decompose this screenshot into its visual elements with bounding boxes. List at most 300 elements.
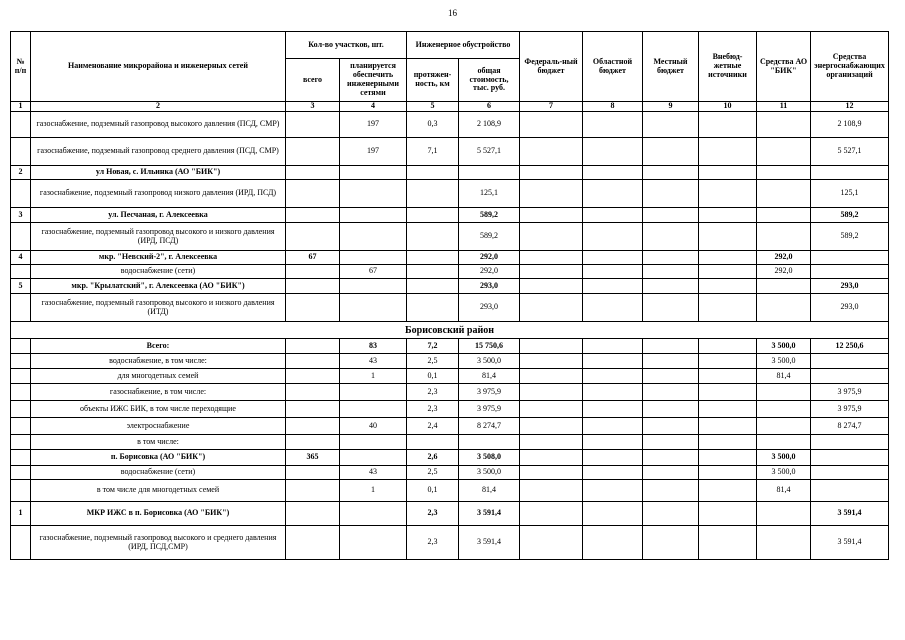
table-row: [11, 166, 889, 180]
cell-offbudget: [699, 265, 757, 279]
cell-length: 0,3: [407, 112, 459, 138]
cell-federal: [520, 450, 583, 466]
cell-plots-planned: 1: [340, 369, 407, 384]
table-row: [11, 401, 889, 418]
cell-offbudget: [699, 339, 757, 354]
cell-bik: [757, 112, 811, 138]
financing-table: [10, 31, 889, 560]
cell-row-num: [11, 401, 31, 418]
table-row: [11, 466, 889, 480]
cell-length: 2,6: [407, 450, 459, 466]
cell-federal: [520, 138, 583, 166]
cell-plots-total: 365: [286, 450, 340, 466]
cell-cost: 292,0: [459, 265, 520, 279]
header-num: № п/п: [11, 32, 31, 102]
cell-plots-total: [286, 369, 340, 384]
cell-regional: [583, 526, 643, 560]
cell-energy: 293,0: [811, 294, 889, 322]
cell-bik: 3 500,0: [757, 450, 811, 466]
cell-row-name: для многодетных семей: [31, 369, 286, 384]
cell-plots-planned: 197: [340, 112, 407, 138]
index-cell: 1: [11, 102, 31, 112]
cell-local: [643, 354, 699, 369]
cell-regional: [583, 223, 643, 251]
cell-row-num: [11, 223, 31, 251]
cell-length: 2,5: [407, 466, 459, 480]
cell-offbudget: [699, 480, 757, 502]
cell-row-name: п. Борисовка (АО "БИК"): [31, 450, 286, 466]
cell-bik: [757, 208, 811, 223]
cell-row-num: 5: [11, 279, 31, 294]
table-row: [11, 369, 889, 384]
cell-local: [643, 502, 699, 526]
cell-energy: [811, 251, 889, 265]
cell-federal: [520, 526, 583, 560]
cell-bik: [757, 166, 811, 180]
cell-local: [643, 401, 699, 418]
cell-length: 2,5: [407, 354, 459, 369]
cell-federal: [520, 112, 583, 138]
cell-plots-total: [286, 112, 340, 138]
cell-federal: [520, 251, 583, 265]
cell-row-name: в том числе для многодетных семей: [31, 480, 286, 502]
cell-federal: [520, 265, 583, 279]
cell-plots-total: [286, 526, 340, 560]
index-cell: 2: [31, 102, 286, 112]
cell-local: [643, 466, 699, 480]
cell-regional: [583, 138, 643, 166]
table-row: [11, 526, 889, 560]
cell-bik: [757, 294, 811, 322]
cell-offbudget: [699, 401, 757, 418]
header-plots-planned: планируется обеспечить инженерными сетями: [340, 59, 407, 102]
cell-cost: 3 508,0: [459, 450, 520, 466]
cell-offbudget: [699, 354, 757, 369]
cell-regional: [583, 251, 643, 265]
cell-row-num: [11, 339, 31, 354]
cell-regional: [583, 418, 643, 435]
cell-plots-planned: [340, 401, 407, 418]
cell-row-name: газоснабжение, подземный газопровод среднего давления (ПСД, СМР): [31, 138, 286, 166]
cell-cost: 3 591,4: [459, 502, 520, 526]
cell-cost: 125,1: [459, 180, 520, 208]
cell-plots-total: [286, 401, 340, 418]
table-row: [11, 339, 889, 354]
cell-local: [643, 418, 699, 435]
cell-plots-planned: 43: [340, 354, 407, 369]
cell-plots-total: 67: [286, 251, 340, 265]
cell-regional: [583, 502, 643, 526]
cell-offbudget: [699, 279, 757, 294]
cell-federal: [520, 502, 583, 526]
cell-energy: 8 274,7: [811, 418, 889, 435]
cell-row-name: ул Новая, с. Ильинка (АО "БИК"): [31, 166, 286, 180]
cell-offbudget: [699, 384, 757, 401]
cell-row-num: [11, 418, 31, 435]
cell-bik: [757, 138, 811, 166]
cell-federal: [520, 339, 583, 354]
cell-cost: 589,2: [459, 208, 520, 223]
cell-length: 2,4: [407, 418, 459, 435]
index-cell: 8: [583, 102, 643, 112]
cell-regional: [583, 279, 643, 294]
cell-local: [643, 208, 699, 223]
cell-length: [407, 279, 459, 294]
table-row: [11, 265, 889, 279]
cell-energy: 3 975,9: [811, 384, 889, 401]
cell-plots-total: [286, 354, 340, 369]
table-row: [11, 480, 889, 502]
cell-energy: [811, 354, 889, 369]
table-row: [11, 180, 889, 208]
cell-energy: 3 975,9: [811, 401, 889, 418]
cell-local: [643, 435, 699, 450]
cell-regional: [583, 384, 643, 401]
cell-cost: 5 527,1: [459, 138, 520, 166]
cell-cost: 293,0: [459, 294, 520, 322]
cell-offbudget: [699, 112, 757, 138]
cell-row-num: 2: [11, 166, 31, 180]
cell-offbudget: [699, 435, 757, 450]
cell-federal: [520, 480, 583, 502]
cell-plots-total: [286, 435, 340, 450]
cell-row-num: [11, 138, 31, 166]
cell-local: [643, 251, 699, 265]
cell-length: [407, 208, 459, 223]
cell-offbudget: [699, 251, 757, 265]
index-cell: 12: [811, 102, 889, 112]
table-row: [11, 435, 889, 450]
cell-bik: 81,4: [757, 369, 811, 384]
cell-plots-total: [286, 339, 340, 354]
cell-plots-planned: 83: [340, 339, 407, 354]
cell-regional: [583, 354, 643, 369]
cell-local: [643, 480, 699, 502]
index-cell: 6: [459, 102, 520, 112]
cell-bik: 81,4: [757, 480, 811, 502]
cell-length: [407, 294, 459, 322]
cell-row-name: объекты ИЖС БИК, в том числе переходящие: [31, 401, 286, 418]
table-row: [11, 112, 889, 138]
cell-bik: [757, 384, 811, 401]
cell-cost: 293,0: [459, 279, 520, 294]
header-local: Местный бюджет: [643, 32, 699, 102]
cell-plots-total: [286, 208, 340, 223]
cell-energy: [811, 265, 889, 279]
cell-federal: [520, 466, 583, 480]
cell-bik: 292,0: [757, 251, 811, 265]
cell-row-name: МКР ИЖС в п. Борисовка (АО "БИК"): [31, 502, 286, 526]
cell-length: [407, 265, 459, 279]
cell-row-name: водоснабжение (сети): [31, 466, 286, 480]
cell-row-num: 4: [11, 251, 31, 265]
cell-energy: 3 591,4: [811, 502, 889, 526]
cell-row-name: газоснабжение, подземный газопровод высокого давления (ПСД, СМР): [31, 112, 286, 138]
cell-federal: [520, 294, 583, 322]
cell-cost: 292,0: [459, 251, 520, 265]
cell-cost: 8 274,7: [459, 418, 520, 435]
cell-plots-planned: [340, 384, 407, 401]
cell-plots-planned: [340, 251, 407, 265]
cell-row-num: [11, 466, 31, 480]
table-row: [11, 502, 889, 526]
cell-regional: [583, 369, 643, 384]
cell-bik: [757, 502, 811, 526]
cell-local: [643, 112, 699, 138]
cell-federal: [520, 279, 583, 294]
cell-row-num: [11, 369, 31, 384]
cell-energy: 5 527,1: [811, 138, 889, 166]
cell-offbudget: [699, 418, 757, 435]
cell-energy: 2 108,9: [811, 112, 889, 138]
cell-bik: [757, 279, 811, 294]
index-cell: 5: [407, 102, 459, 112]
cell-length: [407, 166, 459, 180]
header-infra-length: протяжен-ность, км: [407, 59, 459, 102]
cell-local: [643, 138, 699, 166]
cell-offbudget: [699, 138, 757, 166]
cell-energy: [811, 435, 889, 450]
header-plots: Кол-во участков, шт.: [286, 32, 407, 59]
cell-bik: 3 500,0: [757, 339, 811, 354]
table-row: [11, 251, 889, 265]
cell-bik: [757, 401, 811, 418]
table-body: [11, 102, 889, 560]
cell-regional: [583, 480, 643, 502]
cell-bik: [757, 223, 811, 251]
cell-federal: [520, 369, 583, 384]
cell-local: [643, 279, 699, 294]
cell-federal: [520, 223, 583, 251]
cell-plots-total: [286, 384, 340, 401]
cell-row-name: водоснабжение (сети): [31, 265, 286, 279]
cell-cost: 3 975,9: [459, 401, 520, 418]
cell-local: [643, 180, 699, 208]
section-title: Борисовский район: [11, 322, 889, 339]
cell-row-name: мкр. "Крылатский", г. Алексеевка (АО "БИК"): [31, 279, 286, 294]
cell-federal: [520, 435, 583, 450]
cell-federal: [520, 384, 583, 401]
cell-bik: 292,0: [757, 265, 811, 279]
cell-local: [643, 294, 699, 322]
cell-plots-total: [286, 166, 340, 180]
cell-energy: [811, 480, 889, 502]
cell-length: 0,1: [407, 480, 459, 502]
cell-regional: [583, 208, 643, 223]
cell-cost: 3 500,0: [459, 466, 520, 480]
cell-plots-total: [286, 502, 340, 526]
index-cell: 10: [699, 102, 757, 112]
table-row: [11, 450, 889, 466]
cell-local: [643, 526, 699, 560]
cell-cost: 3 975,9: [459, 384, 520, 401]
table-header: [11, 32, 889, 102]
cell-row-num: [11, 480, 31, 502]
cell-federal: [520, 418, 583, 435]
cell-length: [407, 180, 459, 208]
cell-regional: [583, 450, 643, 466]
cell-bik: [757, 180, 811, 208]
cell-row-name: газоснабжение, подземный газопровод низкого давления (ИРД, ПСД): [31, 180, 286, 208]
cell-plots-planned: 43: [340, 466, 407, 480]
cell-offbudget: [699, 294, 757, 322]
cell-row-num: [11, 435, 31, 450]
table-row: [11, 384, 889, 401]
cell-cost: 3 500,0: [459, 354, 520, 369]
cell-regional: [583, 265, 643, 279]
index-cell: 11: [757, 102, 811, 112]
cell-row-name: в том числе:: [31, 435, 286, 450]
cell-row-num: 3: [11, 208, 31, 223]
cell-plots-planned: 40: [340, 418, 407, 435]
cell-plots-total: [286, 466, 340, 480]
cell-row-name: газоснабжение, подземный газопровод высокого и среднего давления (ИРД, ПСД,СМР): [31, 526, 286, 560]
cell-bik: 3 500,0: [757, 466, 811, 480]
cell-offbudget: [699, 526, 757, 560]
cell-offbudget: [699, 466, 757, 480]
cell-row-num: [11, 265, 31, 279]
cell-offbudget: [699, 369, 757, 384]
cell-plots-total: [286, 418, 340, 435]
table-row: [11, 418, 889, 435]
cell-energy: [811, 450, 889, 466]
cell-bik: [757, 435, 811, 450]
cell-length: 2,3: [407, 384, 459, 401]
cell-row-name: электроснабжение: [31, 418, 286, 435]
cell-federal: [520, 354, 583, 369]
cell-energy: 293,0: [811, 279, 889, 294]
cell-cost: [459, 166, 520, 180]
cell-bik: 3 500,0: [757, 354, 811, 369]
cell-plots-planned: [340, 435, 407, 450]
cell-row-num: [11, 180, 31, 208]
cell-regional: [583, 112, 643, 138]
cell-local: [643, 384, 699, 401]
cell-row-num: [11, 526, 31, 560]
cell-energy: [811, 466, 889, 480]
table-row: [11, 223, 889, 251]
cell-plots-planned: [340, 502, 407, 526]
table-row: [11, 354, 889, 369]
cell-cost: 3 591,4: [459, 526, 520, 560]
cell-row-name: водоснабжение, в том числе:: [31, 354, 286, 369]
cell-length: 0,1: [407, 369, 459, 384]
cell-plots-total: [286, 294, 340, 322]
header-offbudget: Внебюд-жетные источники: [699, 32, 757, 102]
cell-offbudget: [699, 180, 757, 208]
header-plots-total: всего: [286, 59, 340, 102]
cell-regional: [583, 435, 643, 450]
cell-length: [407, 251, 459, 265]
cell-plots-planned: [340, 180, 407, 208]
cell-row-name: мкр. "Невский-2", г. Алексеевка: [31, 251, 286, 265]
cell-cost: 2 108,9: [459, 112, 520, 138]
cell-length: 7,2: [407, 339, 459, 354]
cell-plots-planned: [340, 294, 407, 322]
cell-offbudget: [699, 450, 757, 466]
cell-length: 2,3: [407, 526, 459, 560]
cell-energy: 12 250,6: [811, 339, 889, 354]
page-number: 16: [448, 8, 457, 18]
cell-regional: [583, 180, 643, 208]
cell-plots-total: [286, 138, 340, 166]
cell-row-num: [11, 384, 31, 401]
cell-federal: [520, 166, 583, 180]
cell-row-num: [11, 354, 31, 369]
cell-local: [643, 265, 699, 279]
cell-row-num: [11, 294, 31, 322]
header-infra-cost: общая стоимость, тыс. руб.: [459, 59, 520, 102]
cell-offbudget: [699, 166, 757, 180]
index-cell: 9: [643, 102, 699, 112]
cell-federal: [520, 401, 583, 418]
cell-energy: 589,2: [811, 208, 889, 223]
cell-local: [643, 166, 699, 180]
cell-cost: 15 750,6: [459, 339, 520, 354]
header-federal: Федераль-ный бюджет: [520, 32, 583, 102]
cell-plots-planned: [340, 526, 407, 560]
cell-energy: 589,2: [811, 223, 889, 251]
cell-plots-planned: 67: [340, 265, 407, 279]
cell-length: [407, 435, 459, 450]
cell-regional: [583, 401, 643, 418]
cell-row-name: газоснабжение, подземный газопровод высокого и низкого давления (ИРД, ПСД): [31, 223, 286, 251]
cell-regional: [583, 466, 643, 480]
cell-local: [643, 450, 699, 466]
cell-length: 7,1: [407, 138, 459, 166]
index-cell: 4: [340, 102, 407, 112]
cell-bik: [757, 526, 811, 560]
cell-cost: 589,2: [459, 223, 520, 251]
table-row: [11, 138, 889, 166]
cell-row-num: [11, 112, 31, 138]
header-name: Наименование микрорайона и инженерных сетей: [31, 32, 286, 102]
cell-regional: [583, 339, 643, 354]
cell-local: [643, 339, 699, 354]
cell-length: 2,3: [407, 502, 459, 526]
cell-local: [643, 223, 699, 251]
cell-bik: [757, 418, 811, 435]
header-regional: Областной бюджет: [583, 32, 643, 102]
cell-plots-total: [286, 480, 340, 502]
cell-energy: [811, 369, 889, 384]
header-energy: Средства энергоснабжающих организаций: [811, 32, 889, 102]
cell-plots-total: [286, 180, 340, 208]
cell-offbudget: [699, 223, 757, 251]
table-row: [11, 208, 889, 223]
cell-plots-total: [286, 223, 340, 251]
column-index-row: [11, 102, 889, 112]
cell-regional: [583, 294, 643, 322]
index-cell: 7: [520, 102, 583, 112]
cell-plots-planned: [340, 208, 407, 223]
cell-local: [643, 369, 699, 384]
cell-plots-planned: [340, 166, 407, 180]
section-row: [11, 322, 889, 339]
cell-row-name: ул. Песчаная, г. Алексеевка: [31, 208, 286, 223]
cell-plots-total: [286, 265, 340, 279]
cell-length: [407, 223, 459, 251]
cell-energy: [811, 166, 889, 180]
cell-energy: 3 591,4: [811, 526, 889, 560]
table-row: [11, 279, 889, 294]
cell-plots-total: [286, 279, 340, 294]
header-infra: Инженерное обустройство: [407, 32, 520, 59]
cell-row-name: газоснабжение, подземный газопровод высокого и низкого давления (ИТД): [31, 294, 286, 322]
cell-row-name: Всего:: [31, 339, 286, 354]
cell-offbudget: [699, 208, 757, 223]
index-cell: 3: [286, 102, 340, 112]
